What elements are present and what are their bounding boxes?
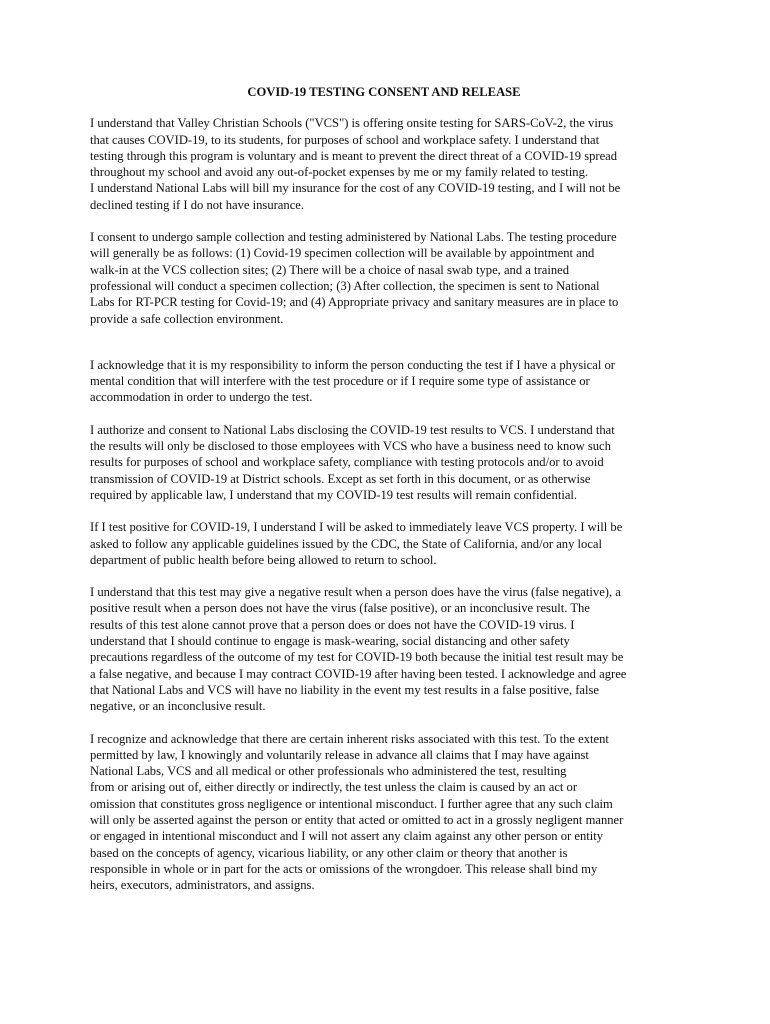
paragraph-spacer (90, 327, 678, 357)
text-line: I consent to undergo sample collection and testing administered by National Labs. The testing procedure (90, 230, 617, 245)
text-line: asked to follow any applicable guidelines issued by the CDC, the State of California, and/or any local (90, 536, 603, 551)
text-line: a false negative, and because I may contract COVID-19 after having been tested. I acknowledge and agree (90, 666, 627, 681)
text-line: results for purposes of school and workplace safety, compliance with testing protocols and/or to avoid (90, 455, 604, 470)
text-line: negative, or an inconclusive result. (90, 699, 266, 714)
paragraph-spacer (90, 213, 678, 229)
text-line: positive result when a person does not have the virus (false positive), or an inconclusive result. The (90, 601, 590, 616)
text-line: transmission of COVID-19 at District schools. Except as set forth in this document, or as otherwise (90, 471, 591, 486)
text-line: or engaged in intentional misconduct and I will not assert any claim against any other person or entity (90, 829, 604, 844)
paragraph-test-accuracy (90, 584, 678, 714)
text-line: I acknowledge that it is my responsibility to inform the person conducting the test if I have a physical or (90, 357, 615, 372)
text-line: I understand that this test may give a negative result when a person does have the virus (false negative), a (90, 585, 621, 600)
text-line: I understand that Valley Christian Schools ("VCS") is offering onsite testing for SARS-CoV-2, the virus (90, 116, 614, 131)
text-line: throughout my school and avoid any out-of-pocket expenses by me or my family related to testing. (90, 165, 589, 180)
paragraph-spacer (90, 568, 678, 584)
text-line: from or arising out of, either directly or indirectly, the test unless the claim is caused by an act or (90, 780, 578, 795)
text-line: If I test positive for COVID-19, I understand I will be asked to immediately leave VCS property. I will be (90, 520, 623, 535)
text-line: that causes COVID-19, to its students, for purposes of school and workplace safety. I understand that (90, 132, 600, 147)
text-line: permitted by law, I knowingly and voluntarily release in advance all claims that I may have against (90, 747, 589, 762)
text-line: testing through this program is voluntary and is meant to prevent the direct threat of a COVID-19 spread (90, 148, 618, 163)
text-line: results of this test alone cannot prove that a person does or does not have the COVID-19 virus. I (90, 617, 575, 632)
text-line: mental condition that will interfere with the test procedure or if I require some type of assistance or (90, 374, 590, 389)
text-line: department of public health before being allowed to return to school. (90, 552, 437, 567)
text-line: accommodation in order to undergo the test. (90, 390, 313, 405)
paragraph-responsibility (90, 357, 678, 406)
text-line: provide a safe collection environment. (90, 311, 284, 326)
text-line: that National Labs and VCS will have no liability in the event my test results in a false positive, false (90, 682, 600, 697)
text-line: walk-in at the VCS collection sites; (2) There will be a choice of nasal swab type, and a trained (90, 262, 569, 277)
text-line: National Labs, VCS and all medical or other professionals who administered the test, resulting (90, 764, 567, 779)
paragraph-spacer (90, 406, 678, 422)
paragraph-spacer (90, 503, 678, 519)
paragraph-disclosure (90, 422, 678, 503)
text-line: will only be asserted against the person or entity that acted or omitted to act in a grossly negligent manner (90, 812, 624, 827)
paragraph-release (90, 731, 678, 894)
text-line: omission that constitutes gross negligence or intentional misconduct. I further agree that any such claim (90, 796, 613, 811)
text-line: required by applicable law, I understand that my COVID-19 test results will remain confidential. (90, 487, 578, 502)
text-line: I recognize and acknowledge that there are certain inherent risks associated with this test. To the extent (90, 731, 609, 746)
document-title: COVID-19 TESTING CONSENT AND RELEASE (247, 85, 521, 99)
text-line: I authorize and consent to National Labs disclosing the COVID-19 test results to VCS. I understand that (90, 422, 615, 437)
text-line: based on the concepts of agency, vicarious liability, or any other claim or theory that another is (90, 845, 568, 860)
text-line: precautions regardless of the outcome of my test for COVID-19 both because the initial test result may be (90, 650, 624, 665)
paragraph-testing-offer (90, 115, 678, 213)
text-line: responsible in whole or in part for the acts or omissions of the wrongdoer. This release shall bind my (90, 861, 598, 876)
text-line: declined testing if I do not have insurance. (90, 197, 305, 212)
text-line: Labs for RT-PCR testing for Covid-19; and (4) Appropriate privacy and sanitary measures are in place to (90, 295, 619, 310)
paragraph-consent-procedure (90, 229, 678, 327)
paragraph-spacer (90, 715, 678, 731)
text-line: understand that I should continue to engage is mask-wearing, social distancing and other safety (90, 634, 570, 649)
text-line: the results will only be disclosed to those employees with VCS who have a business need to know such (90, 439, 611, 454)
text-line: professional will conduct a specimen collection; (3) After collection, the specimen is sent to National (90, 278, 600, 293)
document-body (90, 84, 678, 893)
paragraph-positive-result (90, 519, 678, 568)
text-line: will generally be as follows: (1) Covid-19 specimen collection will be available by appointment and (90, 246, 595, 261)
text-line: I understand National Labs will bill my insurance for the cost of any COVID-19 testing, and I will not be (90, 181, 621, 196)
text-line: heirs, executors, administrators, and assigns. (90, 878, 315, 893)
